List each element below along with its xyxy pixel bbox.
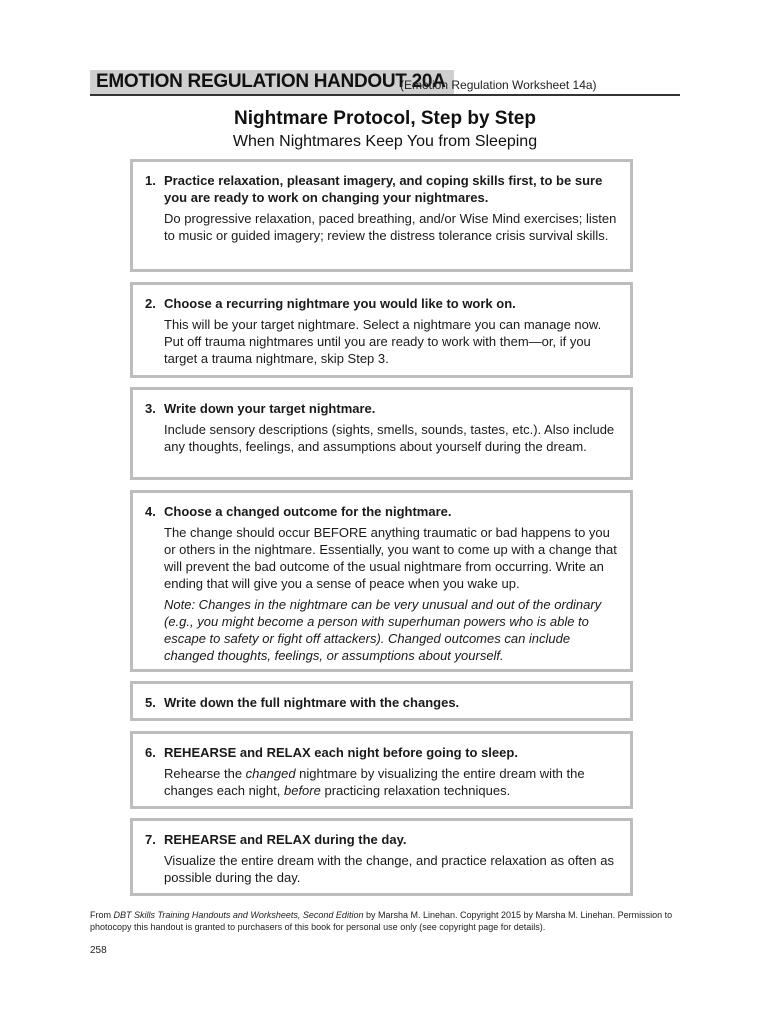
page-title: Nightmare Protocol, Step by Step	[234, 108, 536, 129]
step-number: 1.	[145, 173, 156, 188]
emphasis-changed: changed	[245, 766, 296, 781]
step-number: 5.	[145, 695, 156, 710]
step-number: 3.	[145, 401, 156, 416]
step-body: The change should occur BEFORE anything traumatic or bad happens to you or others in the nightmare. Essentially, you want to come up with a change that will prevent the bad outcome of the usual nightmare from occurring. Write an ending that will give you a sense of peace when you wake up.	[164, 525, 617, 591]
step-body: Do progressive relaxation, paced breathing, and/or Wise Mind exercises; listen to music or guided imagery; review the distress tolerance crisis survival skills.	[164, 211, 617, 243]
step-body	[164, 765, 618, 799]
handout-tag: EMOTION REGULATION HANDOUT 20A	[90, 70, 454, 94]
step-number: 2.	[145, 296, 156, 311]
page-number: 258	[90, 945, 107, 956]
step-note: Note: Changes in the nightmare can be very unusual and out of the ordinary (e.g., you might become a person with superhuman powers who is able to escape to safety or fight off attackers). Changed outcomes can include changed thoughts, feelings, or assumptions about yourself.	[164, 597, 602, 663]
step-box-6	[130, 731, 633, 809]
step-body: Visualize the entire dream with the change, and practice relaxation as often as possible during the day.	[164, 853, 614, 885]
step-number: 6.	[145, 745, 156, 760]
step-number: 4.	[145, 504, 156, 519]
step-body: This will be your target nightmare. Select a nightmare you can manage now. Put off trauma nightmares until you are ready to work with them—or, if you target a trauma nightmare, skip Step 3.	[164, 317, 602, 366]
emphasis-before: before	[283, 783, 321, 798]
footer-book-title: DBT Skills Training Handouts and Worksheets, Second Edition	[113, 910, 364, 920]
step-heading: REHEARSE and RELAX during the day.	[164, 832, 407, 847]
step-body: Include sensory descriptions (sights, smells, sounds, tastes, etc.). Also include any thoughts, feelings, and assumptions about yourself during the dream.	[164, 422, 615, 454]
step-heading: Write down your target nightmare.	[164, 401, 376, 416]
footer-prefix: From	[90, 910, 114, 920]
step-box-7	[130, 818, 633, 896]
step-box-1	[130, 159, 633, 272]
step-box-2	[130, 282, 633, 378]
worksheet-reference: (Emotion Regulation Worksheet 14a)	[400, 78, 597, 92]
step-heading: Write down the full nightmare with the changes.	[164, 695, 460, 710]
body-text-segment: practicing relaxation techniques.	[320, 783, 511, 798]
body-text-segment: Rehearse the	[164, 766, 246, 781]
footer-text: by Marsha M. Linehan. Copyright 2015 by Marsha M. Linehan. Permission to photocopy this handout is granted to purchasers of this book for personal use only (see copyright page for details).	[90, 910, 673, 932]
step-heading: Choose a recurring nightmare you would like to work on.	[164, 296, 516, 311]
step-heading: Practice relaxation, pleasant imagery, and coping skills first, to be sure you are ready to work on changing your nightmares.	[164, 173, 603, 205]
step-heading: Choose a changed outcome for the nightmare.	[164, 504, 452, 519]
handout-header	[90, 68, 680, 96]
copyright-footer	[90, 909, 690, 933]
body-text-segment: nightmare by visualizing the entire dream with the changes each night,	[164, 766, 585, 798]
step-heading: REHEARSE and RELAX each night before going to sleep.	[164, 745, 518, 760]
page-subtitle: When Nightmares Keep You from Sleeping	[232, 133, 538, 150]
step-box-4	[130, 490, 633, 672]
step-box-3	[130, 387, 633, 480]
step-box-5	[130, 681, 633, 721]
step-number: 7.	[145, 832, 156, 847]
